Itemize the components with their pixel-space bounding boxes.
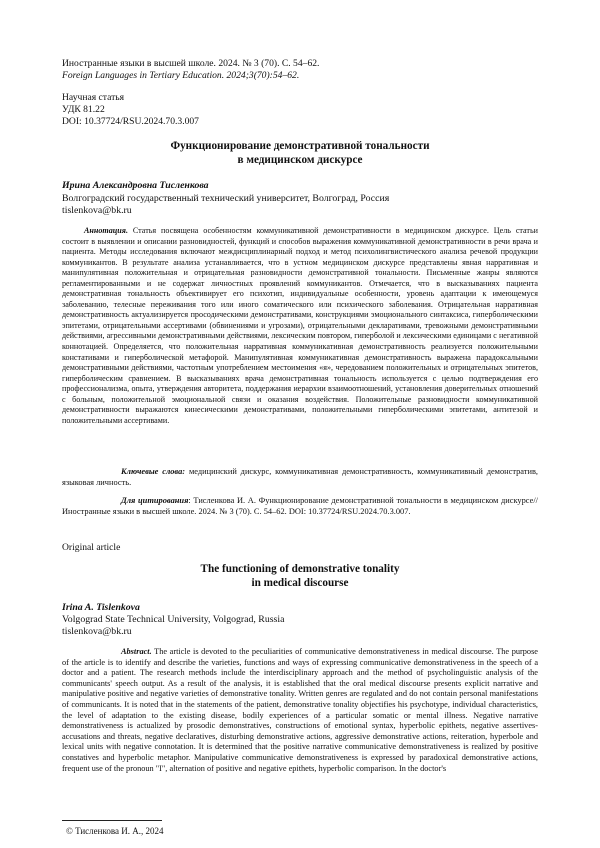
author-email-en: tislenkova@bk.ru [62,626,132,637]
keywords-ru-text: медицинский дискурс, коммуникативная демонстративность, коммуникативный демонстратив, языковая личность. [62,467,538,487]
abstract-ru-label: Аннотация. [84,226,128,235]
footnote-divider [62,820,162,821]
citation-ru-label: Для цитирования [121,496,189,505]
author-affiliation-en: Volgograd State Technical University, Volgograd, Russia [62,614,285,625]
abstract-en [62,647,538,815]
article-type-en: Original article [62,542,121,553]
title-ru-line1: Функционирование демонстративной тональности [170,140,430,152]
citation-ru [62,496,538,517]
abstract-en-label: Abstract. [121,647,152,656]
abstract-ru [62,226,538,426]
keywords-ru [62,467,538,488]
author-email-ru: tislenkova@bk.ru [62,205,132,216]
article-type-ru: Научная статья [62,92,125,103]
abstract-ru-text: Статья посвящена особенностям коммуникативной демонстративности в медицинском дискурсе. Цель статьи состоит в выявлении и описании разновидностей, функций и способов выражения коммуникативной демонстративности в речи врача и пациента. Методы исследования включают междисциплинарный подход и метод психолингвистического анализа речевой продукции коммуникантов. В результате анализа устанавливается, что в устном медицинском дискурсе представлены явная нарративная и манипулятивная положительная и отрицательная разновидности демонстративной тональности. Письменные жанры являются регламентированными и не содержат личностных проявлений коммуникантов. Отмечается, что в высказываниях пациента демонстративная тональность объективирует его психотип, индивидуальные особенности, уровень адаптации к имеющемуся заболеванию, телесные переживания того или иного соматического или психического заболевания. Отрицательная нарративная демонстративность актуализируется просодическими демонстративами, конструкциями эмоционального синтаксиса, гиперболическими эпитетами, отрицательными ассертивами (обвинениями и угрозами), отрицательными декларативами, тревожными демонстративными действиями, агрессивными демонстративными действиями, лексическим повтором, гиперболой и лексическими единицами с негативной коннотацией. Определяется, что положительная нарративная коммуникативная демонстративность реализуется положительными констативами и гиперболической метафорой. Манипулятивная коммуникативная демонстративность выражена парадоксальными демонстративными действиями, частотным употреблением местоимения «я», чередованием положительных и отрицательных эпитетов, гиперболическим сравнением. В высказываниях врача демонстративная тональность используется с целью подтверждения его профессионализма, опыта, утверждения авторитета, поддержания иерархии взаимоотношений, установления доверительных отношений с больным, положительной эмоциональной связи и оказания воздействия. Положительные разновидности коммуникативной демонстративности выражаются кинесическими демонстративами, положительными гиперболическими эпитетами, антитезой и положительными ассертивами. [62,226,538,425]
udc-code: УДК 81.22 [62,104,105,115]
title-en-line2: in medical discourse [251,577,349,589]
doi-ru: DOI: 10.37724/RSU.2024.70.3.007 [62,116,199,127]
citation-ru-text: : Тисленкова И. А. Функционирование демонстративной тональности в медицинском дискурсе// Иностранные языки в высшей школе. 2024. № 3 (70). С. 54–62. DOI: 10.37724/RSU.2024.70.3.007. [62,496,538,516]
title-ru-line2: в медицинском дискурсе [237,154,363,166]
abstract-en-text: The article is devoted to the peculiarities of communicative demonstrativeness in medical discourse. The purpose of the article is to identify and describe the varieties, functions and ways of expressing communicative demonstrativeness in the speech of a doctor and a patient. The research methods include the interdisciplinary approach and the method of psycholinguistic analysis of the communicants' speech output. As a result of the analysis, it is established that the oral medical discourse presents explicit narrative and manipulative positive and negative varieties of demonstrative tonality. Written genres are regulated and do not contain personal manifestations of communicants. It is noted that in the statements of the patient, demonstrative tonality objectifies his psychotype, individual characteristics, the level of adaptation to the existing disease, bodily experiences of a particular somatic or mental illness. Negative narrative demonstrativeness is actualized by prosodic demonstratives, constructions of emotional syntax, hyperbolic epithets, negative assertives-accusations and threats, negative declaratives, disturbing demonstrative actions, aggressive demonstrative actions, reiteration, hyperbole and lexical units with negative connotation. It is determined that the positive narrative communicative demonstrativeness is realized by positive constatives and hyperbolic metaphor. Manipulative communicative demonstrativeness is expressed by paradoxical demonstrative actions, frequent use of the pronoun "I", alternation of positive and negative epithets, hyperbolic comparison. In the doctor's [62,647,538,773]
author-affiliation-ru: Волгоградский государственный технический университет, Волгоград, Россия [62,193,390,204]
title-en-line1: The functioning of demonstrative tonality [200,563,400,575]
journal-citation-ru: Иностранные языки в высшей школе. 2024. № 3 (70). С. 54–62. [62,58,320,69]
author-name-en: Irina A. Tislenkova [62,602,140,613]
journal-citation-en: Foreign Languages in Tertiary Education. 2024;3(70):54–62. [62,70,300,81]
author-name-ru: Ирина Александровна Тисленкова [62,180,209,191]
keywords-ru-label: Ключевые слова: [121,467,186,476]
copyright-notice: © Тисленкова И. А., 2024 [66,826,164,836]
